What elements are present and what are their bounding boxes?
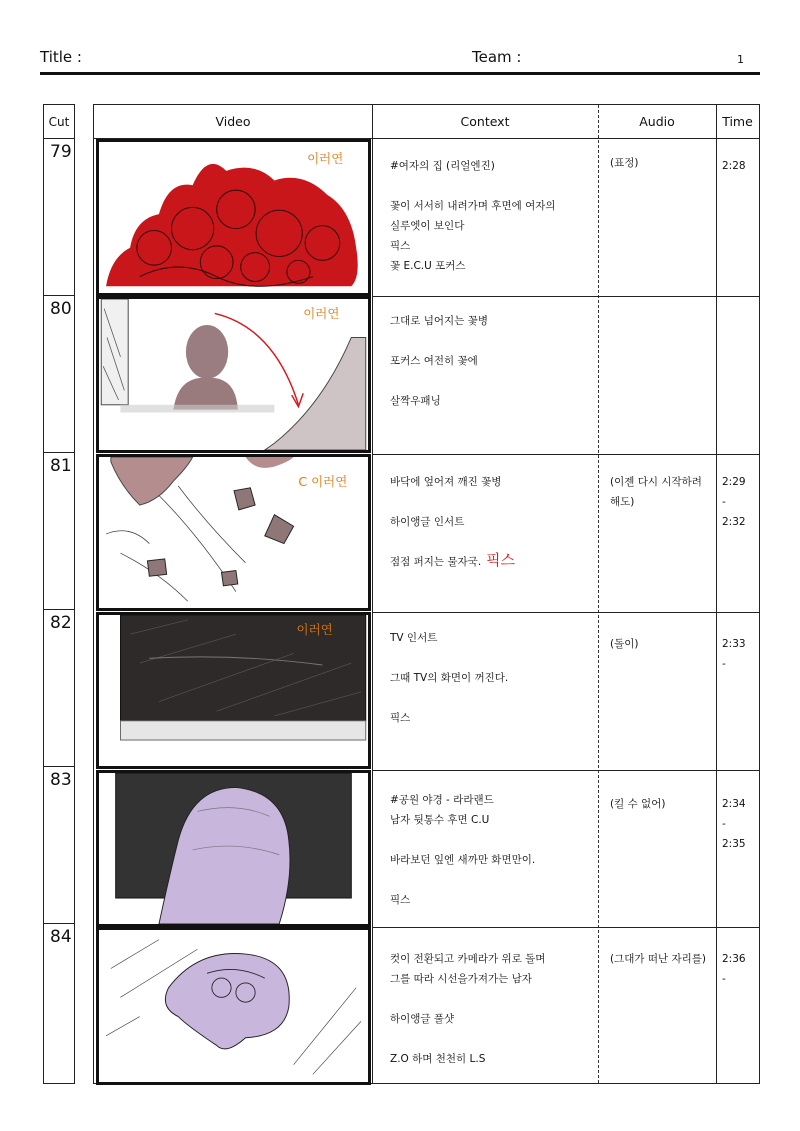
audio-line: 해도) <box>610 496 635 508</box>
context-line <box>390 830 600 850</box>
context-line: 바닥에 엎어져 깨진 꽃병 <box>390 476 502 488</box>
title-label: Title : <box>40 48 82 66</box>
context-line: 바라보던 잎엔 새까만 화면만이. <box>390 854 536 866</box>
context-79 <box>390 156 600 276</box>
time-line: - <box>722 973 726 985</box>
context-line <box>390 648 600 668</box>
time-82 <box>722 634 758 674</box>
context-line: 그때 TV의 화면이 꺼진다. <box>390 672 509 684</box>
context-line: 그를 따라 시선을가져가는 남자 <box>390 973 532 985</box>
fix-marker: 픽스 <box>486 551 515 569</box>
video-frame-82 <box>96 612 371 769</box>
tv-off-sketch <box>99 615 368 766</box>
context-82 <box>390 628 600 728</box>
context-83 <box>390 790 600 910</box>
cut-header: Cut <box>44 105 74 139</box>
context-line: 점점 퍼지는 물자국. <box>390 556 482 568</box>
context-line: 하이앵글 인서트 <box>390 516 465 528</box>
video-frame-79 <box>96 139 371 296</box>
context-line <box>390 331 600 351</box>
context-line <box>390 870 600 890</box>
audio-line: (그대가 떠난 자리를) <box>610 953 707 965</box>
context-line: 그대로 넘어지는 꽃병 <box>390 315 488 327</box>
time-line: 2:32 <box>722 516 746 528</box>
time-83 <box>722 794 758 854</box>
context-line: 픽스 <box>390 240 411 252</box>
cut-note: 이러연 <box>303 306 340 322</box>
context-line <box>390 1029 600 1049</box>
context-line: #여자의 집 (리얼엔진) <box>390 160 495 172</box>
time-line: 2:29 <box>722 476 746 488</box>
team-label: Team : <box>472 48 522 66</box>
cut-number: 84 <box>50 927 72 947</box>
row-divider <box>372 612 759 613</box>
context-line: 포커스 여전히 꽃에 <box>390 355 478 367</box>
context-line: 컷이 전환되고 카메라가 위로 돌며 <box>390 953 546 965</box>
cut-note: C 이러연 <box>298 473 348 489</box>
cut-note: 이러연 <box>307 151 344 167</box>
context-line: 실루엣이 보인다 <box>390 220 465 232</box>
audio-84 <box>610 949 710 969</box>
time-84 <box>722 949 758 989</box>
cut-number: 83 <box>44 767 74 924</box>
context-line <box>390 176 600 196</box>
falling-vase-sketch <box>99 299 368 450</box>
time-line: 2:33 <box>722 638 746 650</box>
context-line <box>390 371 600 391</box>
video-frame-84 <box>96 927 371 1085</box>
audio-line: (킬 수 없어) <box>610 798 666 810</box>
context-line: 픽스 <box>390 712 411 724</box>
context-80 <box>390 311 600 411</box>
man-back-sketch <box>99 773 368 924</box>
time-line: 2:35 <box>722 838 746 850</box>
audio-83 <box>610 794 710 814</box>
high-angle-man-sketch <box>99 930 368 1082</box>
storyboard-grid <box>93 104 760 1084</box>
cut-number: 80 <box>44 296 74 453</box>
context-line: 픽스 <box>390 894 411 906</box>
context-line: 살짝우패닝 <box>390 395 441 407</box>
audio-81 <box>610 472 710 512</box>
time-line: - <box>722 658 726 670</box>
video-frame-83 <box>96 770 371 927</box>
context-line: 꽃이 서서히 내려가며 후면에 여자의 <box>390 200 556 212</box>
video-header: Video <box>94 105 372 139</box>
divider <box>716 105 717 1083</box>
time-line: 2:34 <box>722 798 746 810</box>
time-line: - <box>722 818 726 830</box>
broken-vase-sketch <box>99 457 368 608</box>
divider <box>372 105 373 1083</box>
context-line: TV 인서트 <box>390 632 438 644</box>
cut-number: 79 <box>44 139 74 296</box>
row-divider <box>372 927 759 928</box>
context-line: 하이앵글 풀샷 <box>390 1013 455 1025</box>
cut-number: 81 <box>44 453 74 610</box>
context-line <box>390 989 600 1009</box>
context-line: #공원 야경 - 라라랜드 <box>390 794 494 806</box>
video-frame-81 <box>96 454 371 611</box>
context-line: 꽃 E.C.U 포커스 <box>390 260 466 272</box>
cut-note: 이러연 <box>296 622 333 638</box>
context-line: 남자 뒷통수 후면 C.U <box>390 814 490 826</box>
time-line: 2:36 <box>722 953 746 965</box>
context-line: Z.O 하며 천천히 L.S <box>390 1053 486 1065</box>
audio-line: (돌이) <box>610 638 639 650</box>
audio-82 <box>610 634 710 654</box>
time-81 <box>722 472 758 532</box>
audio-line: (표정) <box>610 157 639 169</box>
row-divider <box>372 770 759 771</box>
video-frame-80 <box>96 296 371 453</box>
audio-header: Audio <box>598 105 716 139</box>
time-line: 2:28 <box>722 160 746 172</box>
header-rule <box>40 72 760 75</box>
page-number: 1 <box>737 53 744 66</box>
audio-line: (이젠 다시 시작하려 <box>610 476 702 488</box>
cut-column <box>43 104 75 1084</box>
cut-number: 82 <box>44 610 74 767</box>
row-divider <box>372 454 759 455</box>
context-line <box>390 688 600 708</box>
context-line <box>390 492 600 512</box>
audio-79 <box>610 153 710 173</box>
context-header: Context <box>372 105 598 139</box>
time-line: - <box>722 496 726 508</box>
time-79 <box>722 156 758 176</box>
red-flowers-sketch <box>99 142 368 293</box>
time-header: Time <box>716 105 759 139</box>
row-divider <box>372 296 759 297</box>
context-84 <box>390 949 600 1069</box>
